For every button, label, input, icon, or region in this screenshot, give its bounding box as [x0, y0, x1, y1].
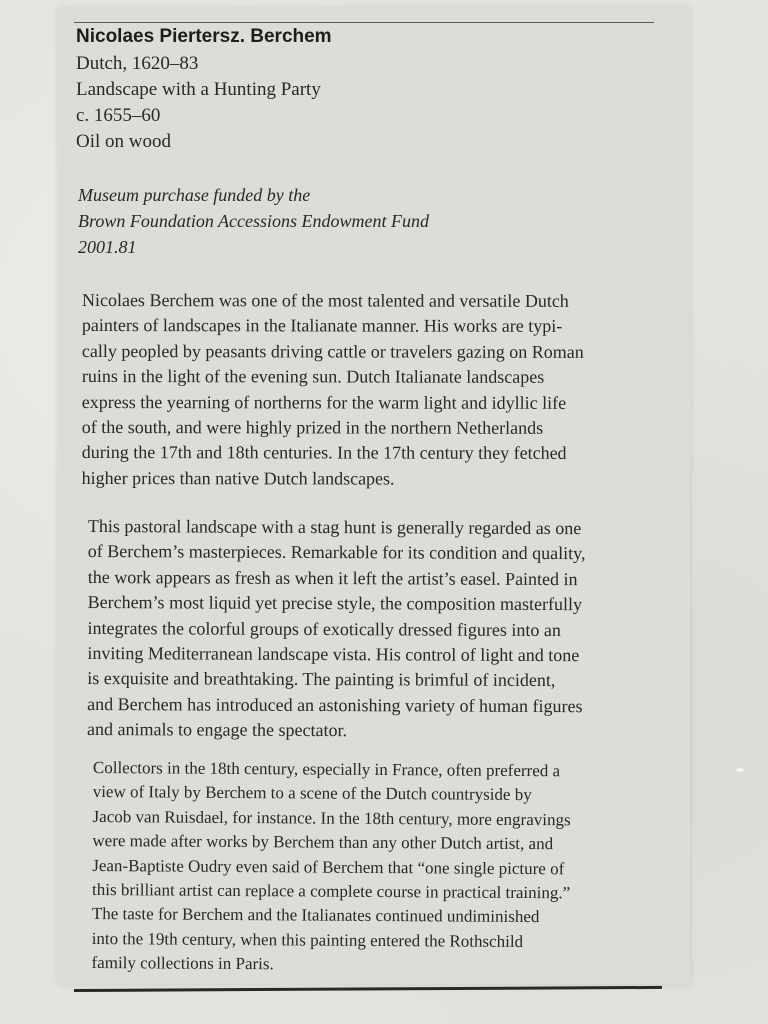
paragraph-line: Collectors in the 18th century, especially in France, often preferred a — [92, 757, 561, 781]
paragraph-line: were made after works by Berchem than any other Dutch artist, and — [92, 831, 554, 854]
description-paragraph-2 — [87, 514, 668, 745]
wall-speck — [736, 768, 744, 772]
top-rule — [74, 22, 654, 23]
accession-number: 2001.81 — [78, 237, 137, 257]
paragraph-line: inviting Mediterranean landscape vista. His control of light and tone — [87, 643, 580, 666]
artist-name: Nicolaes Piertersz. Berchem — [76, 26, 332, 47]
paragraph-line: and animals to engage the spectator. — [87, 719, 348, 741]
paragraph-line: Jean-Baptiste Oudry even said of Berchem that “one single picture of — [92, 855, 565, 878]
paragraph-line: view of Italy by Berchem to a scene of the Dutch countryside by — [92, 782, 532, 805]
paragraph-line: cally peopled by peasants driving cattle or travelers gazing on Roman — [81, 340, 584, 362]
paragraph-line: Nicolaes Berchem was one of the most talented and versatile Dutch — [81, 290, 569, 311]
credit-line — [78, 182, 638, 260]
paragraph-line: Jacob van Ruisdael, for instance. In the 18th century, more engravings — [92, 806, 571, 830]
paragraph-line: Berchem’s most liquid yet precise style, the composition masterfully — [87, 592, 583, 615]
paragraph-line: family collections in Paris. — [91, 953, 274, 974]
paragraph-line: painters of landscapes in the Italianate manner. His works are typi- — [81, 315, 563, 337]
paragraph-line: The taste for Berchem and the Italianates continued undiminished — [91, 904, 540, 927]
bottom-rule — [74, 986, 662, 992]
label-header — [76, 26, 636, 155]
paragraph-line: is exquisite and breathtaking. The painting is brimful of incident, — [87, 668, 556, 691]
credit-line-1: Museum purchase funded by the — [78, 185, 311, 205]
paragraph-line: and Berchem has introduced an astonishing variety of human figures — [87, 693, 583, 717]
paragraph-line: of Berchem’s masterpieces. Remarkable for its condition and quality, — [87, 541, 586, 564]
paragraph-line: This pastoral landscape with a stag hunt is generally regarded as one — [87, 516, 582, 539]
paragraph-line: express the yearning of northerns for the warm light and idyllic life — [81, 391, 567, 413]
paragraph-line: integrates the colorful groups of exotically dressed figures into an — [87, 617, 561, 640]
credit-line-2: Brown Foundation Accessions Endowment Fund — [78, 211, 429, 231]
artwork-date: c. 1655–60 — [76, 105, 161, 126]
paragraph-line: this brilliant artist can replace a complete course in practical training.” — [92, 880, 571, 903]
artwork-medium: Oil on wood — [76, 131, 171, 152]
description-paragraph-3 — [91, 756, 673, 980]
paragraph-line: ruins in the light of the evening sun. Dutch Italianate landscapes — [81, 366, 545, 388]
artwork-title: Landscape with a Hunting Party — [76, 79, 321, 100]
paragraph-line: of the south, and were highly prized in the northern Netherlands — [81, 417, 544, 438]
paragraph-line: the work appears as fresh as when it left the artist’s easel. Painted in — [87, 566, 578, 589]
paragraph-line: into the 19th century, when this painting entered the Rothschild — [91, 928, 524, 951]
paragraph-line: higher prices than native Dutch landscapes. — [81, 467, 395, 489]
nationality-dates: Dutch, 1620–83 — [76, 53, 199, 74]
paragraph-line: during the 17th and 18th centuries. In the 17th century they fetched — [81, 442, 567, 464]
description-paragraph-1 — [82, 288, 662, 492]
